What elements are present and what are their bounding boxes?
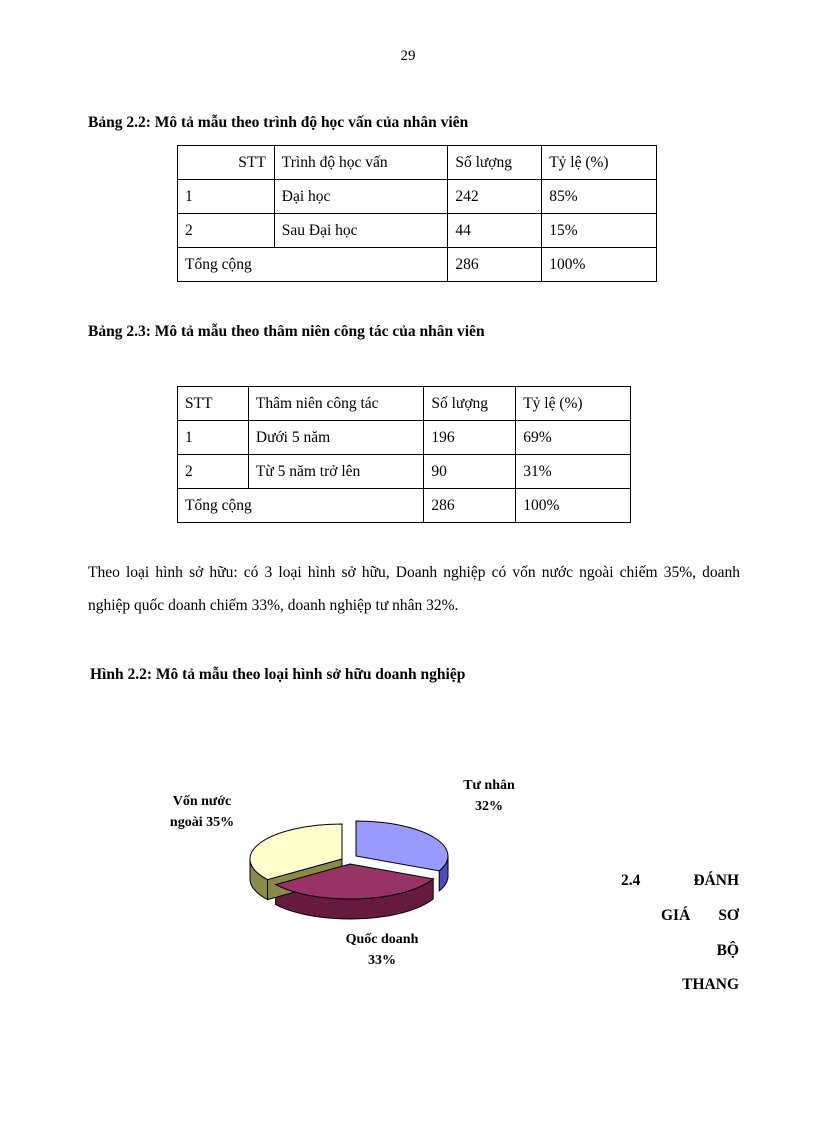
header-cell: STT	[178, 146, 275, 180]
table-cell: 2	[178, 455, 249, 489]
table-cell: Sau Đại học	[274, 214, 448, 248]
table-cell: 1	[178, 421, 249, 455]
section-heading-word: BỘ	[716, 942, 739, 959]
table-cell: 69%	[516, 421, 631, 455]
slice-label-von-nuoc-ngoai	[152, 791, 252, 833]
table-cell: 31%	[516, 455, 631, 489]
section-number: 2.4	[621, 872, 641, 889]
total-percent: 100%	[516, 489, 631, 523]
total-count: 286	[424, 489, 516, 523]
section-heading-word: ĐÁNH	[693, 872, 739, 889]
total-percent: 100%	[542, 248, 657, 282]
slice-label-line: Vốn nước	[172, 794, 232, 809]
header-cell: STT	[178, 387, 249, 421]
table-cell: Dưới 5 năm	[248, 421, 424, 455]
header-cell: Trình độ học vấn	[274, 146, 448, 180]
header-cell: Tỷ lệ (%)	[516, 387, 631, 421]
header-cell: Số lượng	[448, 146, 542, 180]
table-cell: Từ 5 năm trở lên	[248, 455, 424, 489]
table-cell: 242	[448, 180, 542, 214]
table-2-3-caption: Bảng 2.3: Mô tả mẫu theo thâm niên công tác của nhân viên	[88, 323, 485, 340]
header-cell: Tỷ lệ (%)	[542, 146, 657, 180]
total-label: Tổng cộng	[178, 489, 424, 523]
table-cell: 85%	[542, 180, 657, 214]
section-heading-word: GIÁ	[661, 907, 691, 924]
slice-label-tu-nhan	[424, 775, 554, 817]
figure-caption: Hình 2.2: Mô tả mẫu theo loại hình sở hữu doanh nghiệp	[90, 666, 466, 683]
slice-label-quoc-doanh	[317, 929, 447, 971]
table-cell: 1	[178, 180, 275, 214]
table-cell: 196	[424, 421, 516, 455]
section-heading-word: SƠ	[718, 907, 739, 924]
total-label: Tổng cộng	[178, 248, 448, 282]
table-cell: 90	[424, 455, 516, 489]
table-cell: 44	[448, 214, 542, 248]
header-cell: Thâm niên công tác	[248, 387, 424, 421]
table-cell: 2	[178, 214, 275, 248]
slice-label-value: 32%	[475, 799, 503, 814]
header-cell: Số lượng	[424, 387, 516, 421]
slice-label-line: Tư nhân	[463, 778, 515, 793]
section-heading-word: THANG	[682, 976, 739, 993]
pie-slice-tu-nhan	[356, 821, 448, 871]
page-number: 29	[400, 48, 416, 64]
body-paragraph: Theo loại hình sở hữu: có 3 loại hình sở hữu, Doanh nghiệp có vốn nước ngoài chiếm 35%, doanh nghiệp quốc doanh chiếm 33%, doanh nghiệp tư nhân 32%.	[88, 564, 740, 614]
table-cell: Đại học	[274, 180, 448, 214]
table-2-2-caption: Bảng 2.2: Mô tả mẫu theo trình độ học vấn của nhân viên	[88, 114, 469, 131]
table-cell: 15%	[542, 214, 657, 248]
slice-label-value: ngoài 35%	[169, 815, 235, 830]
slice-label-line: Quốc doanh	[345, 932, 419, 947]
total-count: 286	[448, 248, 542, 282]
slice-label-value: 33%	[368, 953, 396, 968]
